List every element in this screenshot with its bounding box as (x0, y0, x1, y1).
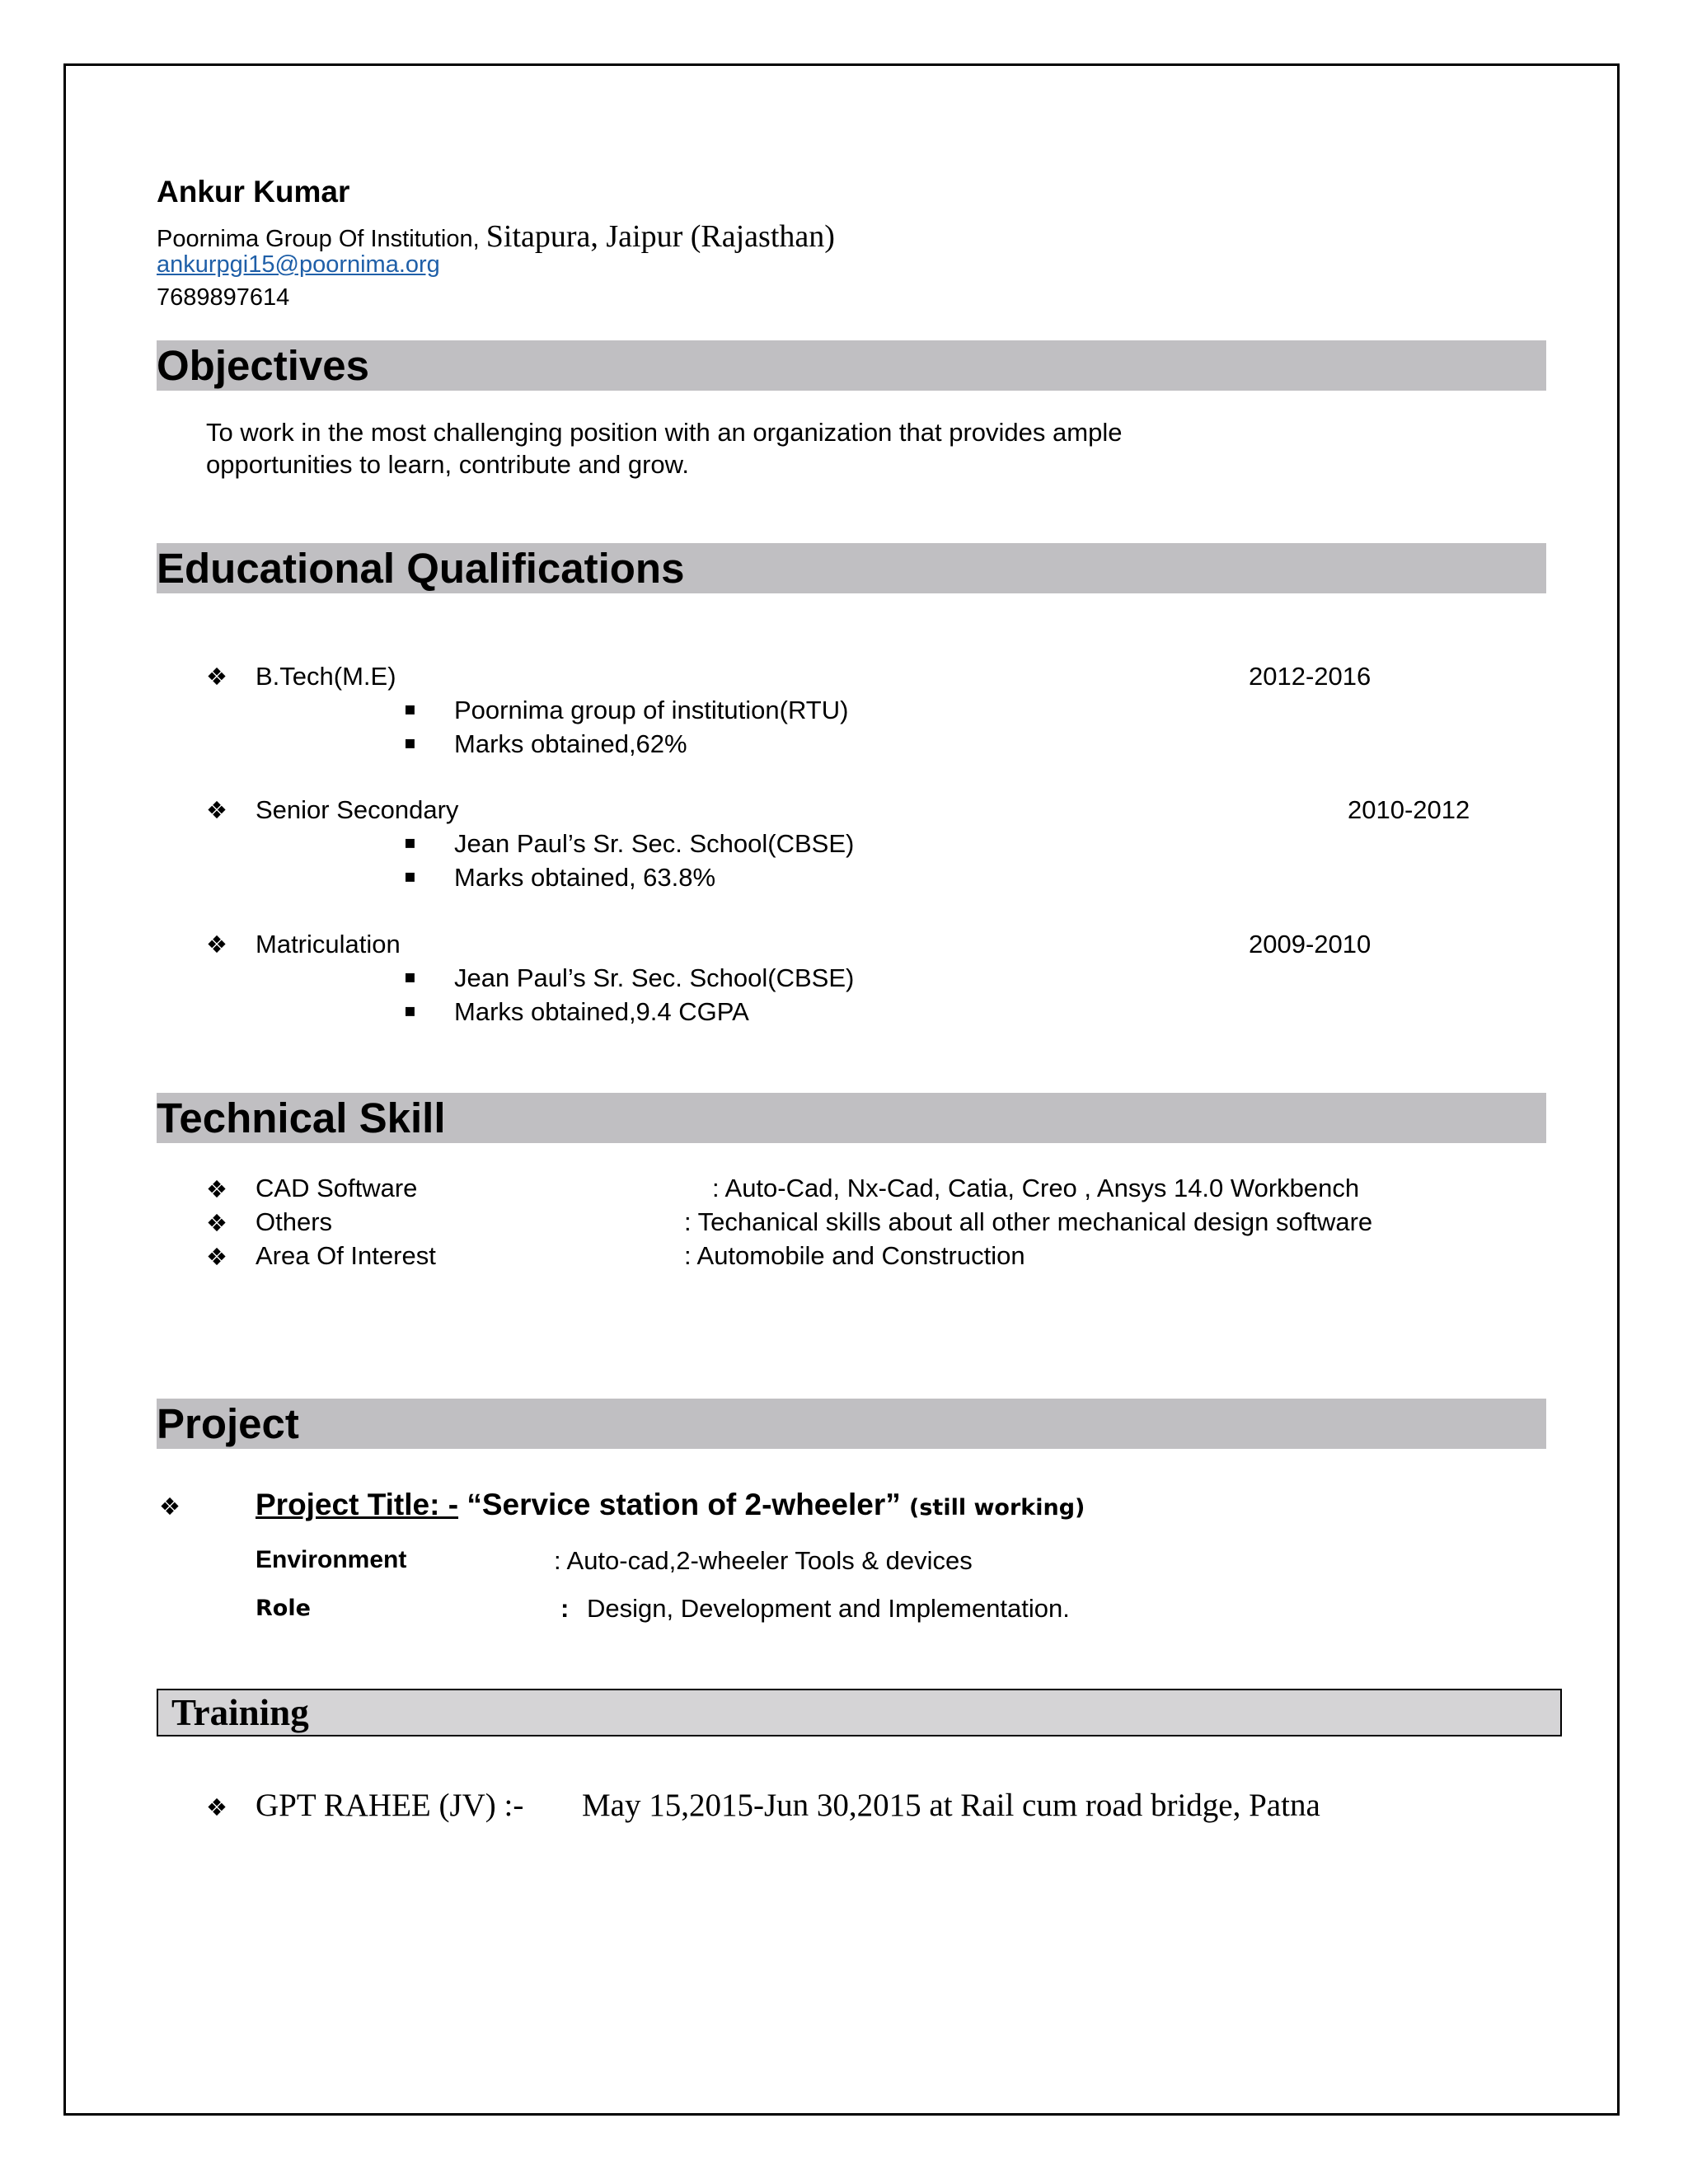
diamond-bullet-icon: ❖ (206, 1209, 227, 1237)
environment-value: : Auto-cad,2-wheeler Tools & devices (554, 1546, 973, 1575)
skill-value: : Auto-Cad, Nx-Cad, Catia, Creo , Ansys 14.0 Workbench (712, 1174, 1360, 1202)
education-degree: Matriculation (256, 930, 401, 958)
project-name: “Service station of 2-wheeler” (467, 1488, 901, 1521)
diamond-bullet-icon: ❖ (206, 1793, 227, 1821)
education-institution: Jean Paul’s Sr. Sec. School(CBSE) (454, 963, 855, 992)
training-detail: May 15,2015-Jun 30,2015 at Rail cum road bridge, Patna (582, 1788, 1320, 1823)
project-heading (256, 1488, 1085, 1522)
education-marks: Marks obtained,9.4 CGPA (454, 997, 749, 1026)
phone-number: 7689897614 (157, 284, 290, 311)
square-bullet-icon: ▪ (404, 1001, 416, 1021)
skill-value: : Techanical skills about all other mechanical design software (684, 1207, 1373, 1236)
education-years: 2009-2010 (1249, 930, 1372, 958)
skill-label: Area Of Interest (256, 1241, 436, 1270)
project-title-label: Project Title: - (256, 1488, 459, 1521)
square-bullet-icon: ▪ (404, 866, 416, 887)
education-marks: Marks obtained, 63.8% (454, 863, 716, 892)
objectives-text (206, 416, 1278, 480)
diamond-bullet-icon: ❖ (159, 1493, 181, 1521)
education-marks: Marks obtained,62% (454, 729, 687, 758)
skill-value: : Automobile and Construction (684, 1241, 1025, 1270)
education-degree: B.Tech(M.E) (256, 662, 396, 691)
diamond-bullet-icon: ❖ (206, 663, 227, 691)
project-status: (still working) (909, 1495, 1085, 1521)
education-years: 2012-2016 (1249, 662, 1372, 691)
training-org: GPT RAHEE (JV) :- (256, 1788, 524, 1823)
diamond-bullet-icon: ❖ (206, 1175, 227, 1203)
candidate-name: Ankur Kumar (157, 175, 350, 209)
role-value: Design, Development and Implementation. (587, 1594, 1070, 1623)
project-bar (157, 1399, 1546, 1449)
skill-label: Others (256, 1207, 333, 1236)
objectives-title: Objectives (157, 342, 369, 389)
education-years: 2010-2012 (1348, 795, 1470, 824)
location: Sitapura, Jaipur (Rajasthan) (485, 219, 835, 254)
objectives-line: opportunities to learn, contribute and grow. (206, 450, 689, 479)
environment-label: Environment (256, 1546, 407, 1573)
skills-title: Technical Skill (157, 1094, 446, 1141)
square-bullet-icon: ▪ (404, 967, 416, 987)
role-label: Role (256, 1596, 311, 1621)
project-title: Project (157, 1400, 299, 1447)
diamond-bullet-icon: ❖ (206, 930, 227, 958)
square-bullet-icon: ▪ (404, 733, 416, 753)
education-institution: Poornima group of institution(RTU) (454, 696, 849, 724)
square-bullet-icon: ▪ (404, 699, 416, 719)
institution: Poornima Group Of Institution, (157, 226, 480, 252)
training-title: Training (171, 1692, 309, 1733)
skill-label: CAD Software (256, 1174, 418, 1202)
email-link[interactable]: ankurpgi15@poornima.org (157, 251, 440, 278)
training-bar (157, 1689, 1562, 1736)
address (157, 218, 835, 255)
education-title: Educational Qualifications (157, 545, 685, 592)
square-bullet-icon: ▪ (404, 832, 416, 853)
diamond-bullet-icon: ❖ (206, 796, 227, 824)
objectives-line: To work in the most challenging position with an organization that provides ample (206, 418, 1123, 447)
role-colon: : (560, 1594, 570, 1623)
education-degree: Senior Secondary (256, 795, 459, 824)
education-institution: Jean Paul’s Sr. Sec. School(CBSE) (454, 829, 855, 858)
diamond-bullet-icon: ❖ (206, 1243, 227, 1271)
